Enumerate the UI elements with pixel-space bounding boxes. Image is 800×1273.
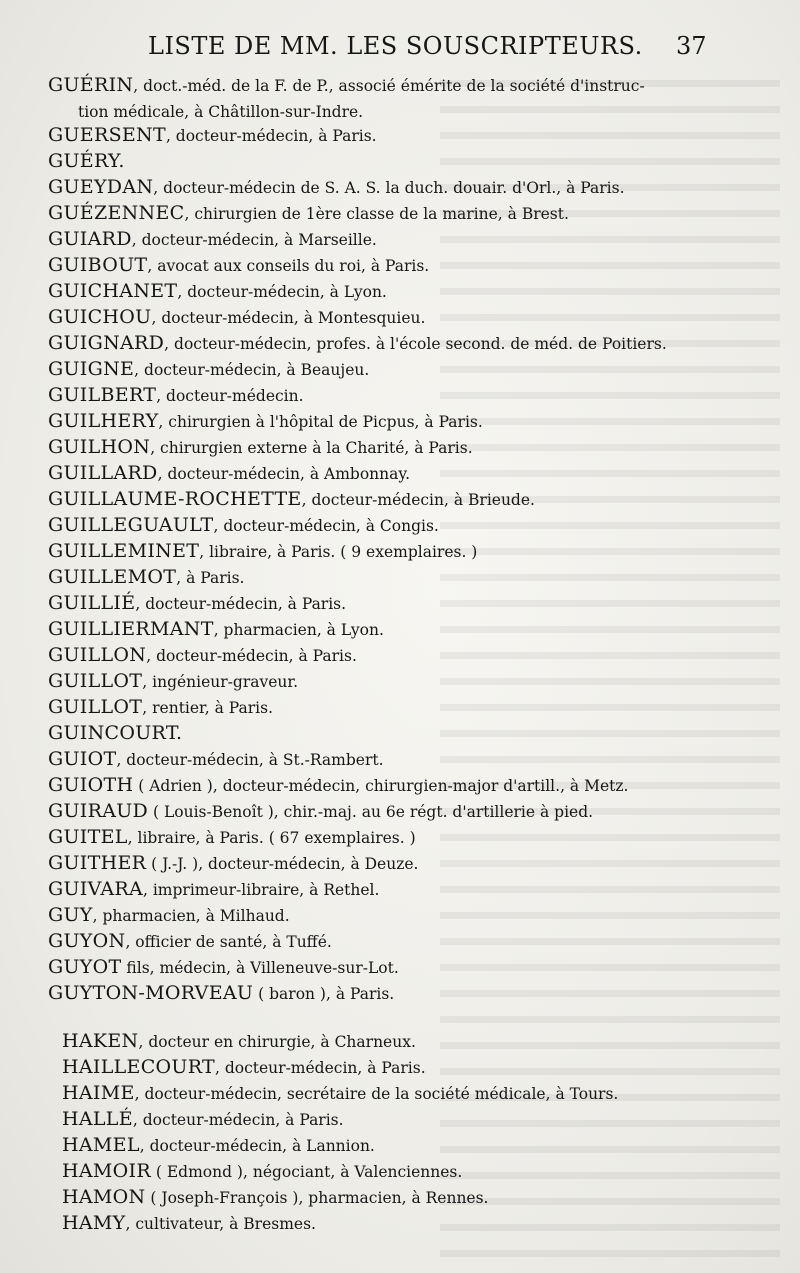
subscriber-name: GUEYDAN: [48, 176, 154, 198]
subscriber-details: , docteur-médecin, à Paris.: [146, 647, 357, 665]
list-item: [78, 100, 363, 123]
list-item: [48, 540, 477, 563]
list-item: [48, 514, 439, 537]
list-item: [48, 254, 429, 277]
subscriber-details: , docteur-médecin de S. A. S. la duch. douair. d'Orl., à Paris.: [153, 179, 625, 197]
list-item: [62, 1212, 316, 1235]
subscriber-name: HAILLECOURT: [62, 1056, 215, 1078]
list-item: [48, 696, 273, 719]
list-item: [48, 930, 332, 953]
subscriber-details: , à Paris.: [176, 569, 245, 587]
subscriber-name: GUERSENT: [48, 124, 166, 146]
subscriber-name: GUIVARA: [48, 878, 143, 900]
subscriber-name: HALLÉ: [62, 1108, 133, 1130]
subscriber-details: , doct.-méd. de la F. de P., associé émérite de la société d'instruc-: [133, 77, 645, 95]
list-item: [48, 202, 569, 225]
subscriber-details: , chirurgien de 1ère classe de la marine, à Brest.: [184, 205, 569, 223]
subscriber-details: , libraire, à Paris. ( 9 exemplaires. ): [199, 543, 478, 561]
subscriber-name: GUILLEMINET: [48, 540, 200, 562]
subscriber-details: , docteur-médecin, à Montesquieu.: [151, 309, 426, 327]
list-item: [48, 644, 357, 667]
subscriber-name: GUYOT: [48, 956, 122, 978]
subscriber-name: GUITHER: [48, 852, 147, 874]
subscriber-details: , docteur-médecin, à Brieude.: [301, 491, 535, 509]
list-item: [62, 1056, 426, 1079]
subscriber-name: GUICHOU: [48, 306, 152, 328]
subscriber-details: , cultivateur, à Bresmes.: [125, 1215, 316, 1233]
subscriber-details: ( Edmond ), négociant, à Valenciennes.: [150, 1163, 463, 1181]
subscriber-details: , officier de santé, à Tuffé.: [125, 933, 332, 951]
list-item: [62, 1160, 462, 1183]
subscriber-name: GUIOTH: [48, 774, 134, 796]
subscriber-details: , docteur-médecin, à St.-Rambert.: [116, 751, 384, 769]
subscriber-name: GUILLEGUAULT: [48, 514, 214, 536]
list-item: [48, 904, 290, 927]
list-item: [62, 1186, 488, 1209]
list-item: [48, 800, 593, 823]
list-item: [48, 124, 377, 147]
list-item: [48, 592, 346, 615]
subscriber-details: , docteur-médecin, à Lyon.: [177, 283, 387, 301]
subscriber-name: GUIGNARD: [48, 332, 165, 354]
list-item: [62, 1082, 618, 1105]
subscriber-details: , docteur-médecin, à Lannion.: [139, 1137, 375, 1155]
subscriber-name: GUIRAUD: [48, 800, 149, 822]
subscriber-name: GUICHANET: [48, 280, 178, 302]
subscriber-name: GUILHON: [48, 436, 151, 458]
list-item: [48, 826, 416, 849]
list-item: [48, 748, 384, 771]
subscriber-name: GUILLIERMANT: [48, 618, 214, 640]
running-title: LISTE DE MM. LES SOUSCRIPTEURS.: [148, 32, 643, 60]
subscriber-name: GUIGNE: [48, 358, 135, 380]
subscriber-details: , ingénieur-graveur.: [142, 673, 299, 691]
subscriber-details: ( Joseph-François ), pharmacien, à Rennes.: [145, 1189, 489, 1207]
subscriber-name: HAMEL: [62, 1134, 140, 1156]
subscriber-name: GUYON: [48, 930, 126, 952]
subscriber-name: GUINCOURT.: [48, 722, 183, 744]
subscriber-name: GUIARD: [48, 228, 132, 250]
subscriber-details: , docteur-médecin, secrétaire de la société médicale, à Tours.: [134, 1085, 619, 1103]
list-item: [48, 618, 384, 641]
list-item: [48, 436, 473, 459]
list-item: [48, 280, 387, 303]
subscriber-name: HAKEN: [62, 1030, 139, 1052]
list-item: [48, 982, 394, 1005]
subscriber-name: GUILBERT: [48, 384, 157, 406]
list-item: [48, 74, 645, 97]
page-number: 37: [676, 32, 707, 60]
subscriber-details: , chirurgien à l'hôpital de Picpus, à Paris.: [158, 413, 483, 431]
subscriber-details: fils, médecin, à Villeneuve-sur-Lot.: [121, 959, 399, 977]
list-item: [48, 462, 410, 485]
list-item: [48, 228, 377, 251]
subscriber-name: GUÉRY.: [48, 150, 125, 172]
subscriber-details: ( Louis-Benoît ), chir.-maj. au 6e régt. d'artillerie à pied.: [148, 803, 594, 821]
list-item: [48, 410, 483, 433]
subscriber-details: , docteur-médecin, à Paris.: [132, 1111, 344, 1129]
subscriber-details: , chirurgien externe à la Charité, à Paris.: [150, 439, 473, 457]
subscriber-details: ( J.-J. ), docteur-médecin, à Deuze.: [146, 855, 419, 873]
subscriber-details: , rentier, à Paris.: [142, 699, 274, 717]
subscriber-details: , docteur-médecin.: [156, 387, 304, 405]
subscriber-details: ( baron ), à Paris.: [253, 985, 395, 1003]
subscriber-details: , libraire, à Paris. ( 67 exemplaires. ): [127, 829, 416, 847]
list-item: [62, 1134, 375, 1157]
subscriber-details: , docteur-médecin, à Congis.: [213, 517, 439, 535]
list-item: [48, 384, 304, 407]
subscriber-name: GUIOT: [48, 748, 117, 770]
subscriber-details: , docteur en chirurgie, à Charneux.: [138, 1033, 416, 1051]
subscriber-details: tion médicale, à Châtillon-sur-Indre.: [78, 103, 364, 121]
list-item: [48, 722, 182, 745]
list-item: [48, 852, 418, 875]
subscriber-details: , docteur-médecin, à Paris.: [165, 127, 377, 145]
subscriber-name: HAMY: [62, 1212, 126, 1234]
subscriber-name: GUILLAUME-ROCHETTE: [48, 488, 302, 510]
list-item: [48, 488, 535, 511]
subscriber-name: GUYTON-MORVEAU: [48, 982, 254, 1004]
subscriber-details: , docteur-médecin, à Ambonnay.: [157, 465, 410, 483]
list-item: [48, 176, 625, 199]
list-item: [48, 774, 628, 797]
subscriber-details: , docteur-médecin, à Marseille.: [131, 231, 377, 249]
subscriber-name: GUILLOT: [48, 696, 143, 718]
list-item: [48, 332, 667, 355]
list-item: [62, 1030, 416, 1053]
subscriber-name: GUIBOUT: [48, 254, 148, 276]
subscriber-name: GUILLARD: [48, 462, 158, 484]
subscriber-details: ( Adrien ), docteur-médecin, chirurgien-major d'artill., à Metz.: [133, 777, 629, 795]
list-item: [48, 956, 399, 979]
subscriber-details: , imprimeur-libraire, à Rethel.: [142, 881, 380, 899]
list-item: [48, 358, 369, 381]
subscriber-name: GUÉZENNEC: [48, 202, 185, 224]
list-item: [48, 566, 244, 589]
subscriber-name: GUÉRIN: [48, 74, 134, 96]
subscriber-details: , pharmacien, à Lyon.: [213, 621, 384, 639]
subscriber-details: , pharmacien, à Milhaud.: [92, 907, 290, 925]
subscriber-name: GUILLIÉ: [48, 592, 136, 614]
subscriber-name: GUITEL: [48, 826, 128, 848]
subscriber-name: HAIME: [62, 1082, 135, 1104]
subscriber-name: GUILLOT: [48, 670, 143, 692]
subscriber-details: , avocat aux conseils du roi, à Paris.: [147, 257, 430, 275]
subscriber-name: GUILHERY: [48, 410, 159, 432]
subscriber-name: HAMON: [62, 1186, 146, 1208]
subscriber-name: GUY: [48, 904, 93, 926]
list-item: [62, 1108, 344, 1131]
subscriber-name: GUILLEMOT: [48, 566, 177, 588]
subscriber-details: , docteur-médecin, à Beaujeu.: [134, 361, 370, 379]
subscriber-details: , docteur-médecin, à Paris.: [135, 595, 347, 613]
list-item: [48, 306, 425, 329]
list-item: [48, 878, 379, 901]
subscriber-name: GUILLON: [48, 644, 147, 666]
subscriber-details: , docteur-médecin, à Paris.: [214, 1059, 426, 1077]
list-item: [48, 670, 298, 693]
list-item: [48, 150, 125, 173]
subscriber-name: HAMOIR: [62, 1160, 151, 1182]
subscriber-details: , docteur-médecin, profes. à l'école second. de méd. de Poitiers.: [164, 335, 667, 353]
